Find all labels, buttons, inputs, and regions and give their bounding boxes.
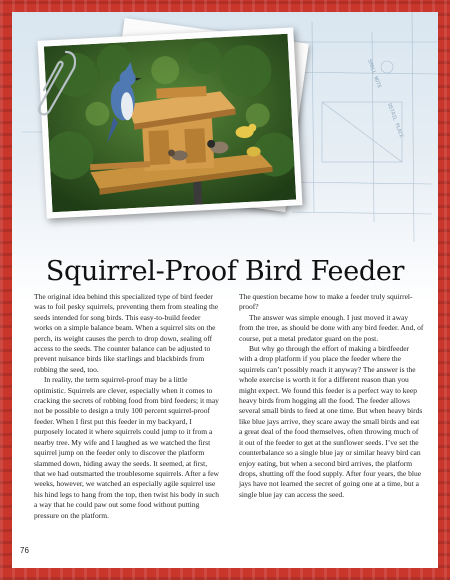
right-paragraph-2: The answer was simple enough. I just moved it away from the tree, as should be done with any bird feeder. And, of course, put a metal predator guard on the post.: [239, 312, 424, 343]
page-number: 76: [20, 546, 29, 555]
right-paragraph-3: But why go through the effort of making a birdfeeder with a drop platform if you place the feeder where the squirrels can’t possibly reach it anyway? The answer is the whole exercise is worth it for a different reason than you might expect. We found this feeder is a perfect way to keep heavy birds from hogging all the food. The feeder allows several small birds to feed at one time. But when heavy birds like blue jays arrive, they scare away the small birds and eat a great deal of the food themselves, often throwing much of it out of the feeder to get at the sunflower seeds. I’ve set the counterbalance so a single blue jay or similar heavy bird can enjoy eating, but when a second bird arrives, the platform drops, shutting off the food supply. After four years, the blue jays have not learned the secret of going one at a time, but a single blue jay can access the seed.: [239, 344, 423, 499]
body-text: [34, 292, 424, 554]
left-paragraph-2: In reality, the term squirrel-proof may be a little optimistic. Squirrels are clever, especially when it comes to cracking the secrets of robbing food from bird feeders; it may not be possible to design a truly 100 percent squirrel-proof feeder. When I first put this feeder in my backyard, I purposely located it where squirrels could jump to it from a nearby tree. My wife and I laughed as we watched the first squirrel jump on the feeder only to discover the platform slammed down, hiding away the seeds. It seemed, at first, that we had outsmarted the troublesome squirrels. After a few weeks, however, we watched an especially agile squirrel use his hind legs to hang from the top, then twist his body in such a way that he could paw out some food without putting pressure on the platform.: [34, 375, 219, 520]
left-column: [34, 292, 219, 554]
blueprint-annotation-1: SMALL NOTE: [366, 58, 383, 89]
right-column: [239, 292, 424, 554]
page-title: Squirrel-Proof Bird Feeder: [45, 256, 405, 287]
feeder-photo-image: [44, 34, 296, 213]
blueprint-annotation-2: DETAIL PLACE: [386, 102, 405, 139]
book-page: [12, 12, 438, 568]
paperclip-icon: [36, 48, 76, 118]
bird-feeder-photo: [38, 27, 303, 218]
left-paragraph-1: The original idea behind this specialized type of bird feeder was to foil pesky squirrels, preventing them from stealing the seeds intended for song birds. This easy-to-build feeder works on a simple balance beam. When a squirrel sits on the perch, its weight causes the perch to drop down, sealing off access to the seeds. The counter balance can be adjusted to prevent nuisance birds like starlings and blackbirds from robbing the seed, too.: [34, 292, 219, 374]
right-paragraph-1: The question became how to make a feeder truly squirrel-proof?: [239, 292, 413, 312]
